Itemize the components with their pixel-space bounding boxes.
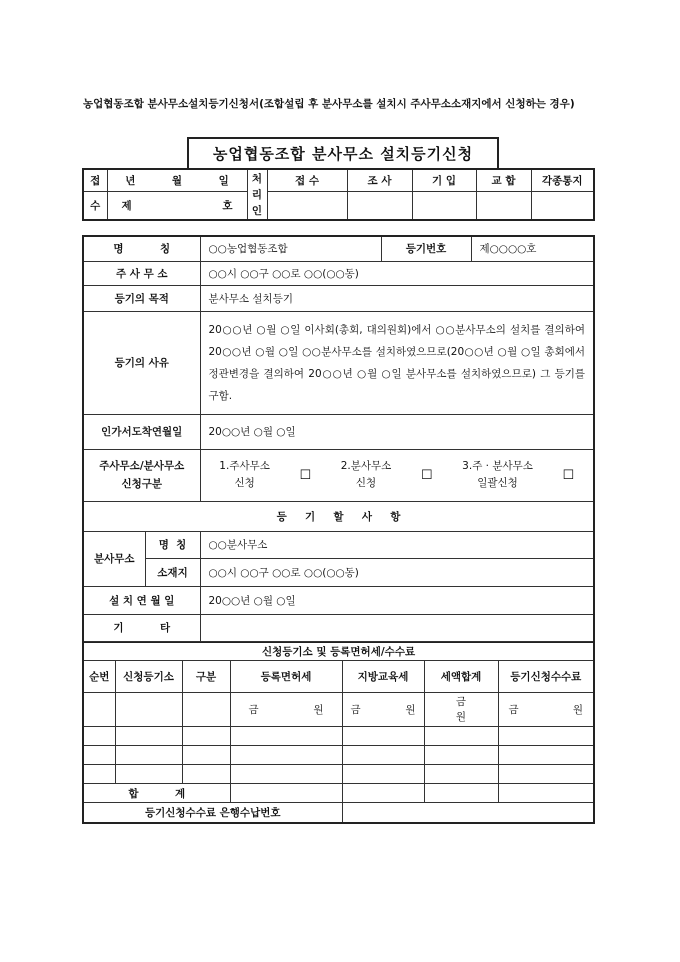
regno-label: 등기번호 [381, 236, 471, 261]
cell[interactable] [342, 746, 424, 765]
purpose-label: 등기의 목적 [83, 285, 200, 311]
checkbox-branch-office[interactable]: ☐ [420, 467, 433, 483]
total-fee[interactable] [498, 784, 594, 803]
receipt-table [82, 168, 595, 221]
option-label: 2.분사무소 [340, 460, 392, 472]
won-suffix: 원 [572, 704, 584, 716]
office-cell[interactable] [115, 693, 182, 727]
cell[interactable] [342, 727, 424, 746]
branch-label: 분사무소 [83, 531, 145, 586]
receipt-label-bottom: 수 [83, 191, 107, 220]
header-note: 농업협동조합 분사무소설치등기신청서(조합설립 후 분사무소를 설치시 주사무소소재지에서 신청하는 경우) [83, 98, 575, 110]
total-label: 합 계 [83, 784, 230, 803]
table-row [83, 727, 594, 746]
cell[interactable] [230, 765, 342, 784]
won-prefix: 금 [455, 695, 467, 708]
receive-cell[interactable] [267, 191, 347, 220]
header-seq: 순번 [83, 661, 115, 693]
fee-title: 신청등기소 및 등록면허세/수수료 [83, 642, 594, 661]
col-check: 교 합 [476, 169, 531, 191]
won-suffix: 원 [455, 710, 467, 723]
main-form-table [82, 235, 595, 643]
bank-label: 등기신청수수료 은행수납번호 [83, 803, 342, 823]
cell[interactable] [230, 727, 342, 746]
cell[interactable] [182, 746, 230, 765]
branch-location-label: 소재지 [145, 558, 200, 586]
bank-number-value[interactable] [342, 803, 594, 823]
branch-name-label: 명 칭 [145, 531, 200, 558]
office-value[interactable]: ○○시 ○○구 ○○로 ○○(○○동) [200, 261, 594, 285]
cell[interactable] [424, 765, 498, 784]
cell[interactable] [83, 765, 115, 784]
cell[interactable] [498, 765, 594, 784]
won-prefix: 금 [508, 704, 519, 716]
col-entry: 기 입 [412, 169, 476, 191]
type-options [200, 449, 594, 501]
name-label: 명 칭 [83, 236, 200, 261]
type-label-line2: 신청구분 [121, 478, 163, 490]
cell[interactable] [83, 727, 115, 746]
option-branch-office [341, 458, 392, 492]
option-label: 1.주사무소 [219, 460, 270, 472]
header-fee: 등기신청수수료 [498, 661, 594, 693]
type-cell[interactable] [182, 693, 230, 727]
type-label [83, 449, 200, 501]
section-label: 등 기 할 사 항 [83, 501, 594, 531]
education-tax-cell[interactable] [342, 693, 424, 727]
type-label-line1: 주사무소/분사무소 [99, 460, 185, 472]
receipt-number [107, 191, 247, 220]
won-suffix: 원 [313, 704, 324, 716]
receipt-date: 년 월 일 [107, 169, 247, 191]
cell[interactable] [342, 765, 424, 784]
notice-cell[interactable] [531, 191, 594, 220]
tax-total-cell[interactable] [424, 693, 498, 727]
won-suffix: 원 [405, 704, 416, 716]
check-cell[interactable] [476, 191, 531, 220]
header-type: 구분 [182, 661, 230, 693]
regno-value[interactable]: 제○○○○호 [471, 236, 594, 261]
install-label: 설 치 연 월 일 [83, 586, 200, 614]
purpose-value[interactable]: 분사무소 설치등기 [200, 285, 594, 311]
name-value[interactable]: ○○농업협동조합 [200, 236, 381, 261]
number-suffix: 호 [222, 199, 233, 212]
option-label: 신청 [355, 477, 377, 489]
cell[interactable] [230, 746, 342, 765]
number-prefix: 제 [121, 199, 132, 212]
cell[interactable] [115, 727, 182, 746]
cell[interactable] [83, 746, 115, 765]
cell[interactable] [424, 727, 498, 746]
option-both [462, 458, 533, 492]
won-prefix: 금 [350, 704, 361, 716]
header-tax-total: 세액합계 [424, 661, 498, 693]
col-notice: 각종통지 [531, 169, 594, 191]
cell[interactable] [424, 746, 498, 765]
branch-name-value[interactable]: ○○분사무소 [200, 531, 594, 558]
etc-label: 기 타 [83, 614, 200, 642]
total-license-tax[interactable] [230, 784, 342, 803]
install-value[interactable]: 20○○년 ○월 ○일 [200, 586, 594, 614]
checkbox-main-office[interactable]: ☐ [299, 467, 312, 483]
col-receive: 접 수 [267, 169, 347, 191]
fee-table [82, 641, 595, 824]
won-prefix: 금 [248, 704, 259, 716]
fee-cell[interactable] [498, 693, 594, 727]
checkbox-both[interactable]: ☐ [562, 467, 575, 483]
option-label: 신청 [234, 477, 255, 489]
review-cell[interactable] [347, 191, 412, 220]
processor-label: 처 리 인 [247, 169, 267, 220]
cell[interactable] [182, 727, 230, 746]
license-tax-cell[interactable] [230, 693, 342, 727]
cell[interactable] [498, 746, 594, 765]
permit-value[interactable]: 20○○년 ○월 ○일 [200, 414, 594, 449]
header-license-tax: 등록면허세 [230, 661, 342, 693]
cell[interactable] [115, 765, 182, 784]
reason-value[interactable]: 20○○년 ○월 ○일 이사회(총회, 대의원회)에서 ○○분사무소의 설치를 결의하여 20○○년 ○월 ○일 ○○분사무소를 설치하였으므로(20○○년 ○월 ○일 총회에서 정관변경을 결의하여 20○○년 ○월 ○일 분사무소를 설치하였으므로) 그 등기를 구함. [200, 311, 594, 414]
header-education-tax: 지방교육세 [342, 661, 424, 693]
total-education-tax[interactable] [342, 784, 424, 803]
total-tax[interactable] [424, 784, 498, 803]
col-review: 조 사 [347, 169, 412, 191]
header-office: 신청등기소 [115, 661, 182, 693]
permit-label: 인가서도착연월일 [83, 414, 200, 449]
table-row [83, 765, 594, 784]
option-label: 일괄신청 [477, 477, 518, 489]
cell[interactable] [115, 746, 182, 765]
cell[interactable] [182, 765, 230, 784]
receipt-label-top: 접 [83, 169, 107, 191]
office-label: 주 사 무 소 [83, 261, 200, 285]
page-title: 농업협동조합 분사무소 설치등기신청 [187, 137, 499, 169]
seq-cell[interactable] [83, 693, 115, 727]
branch-location-value[interactable]: ○○시 ○○구 ○○로 ○○(○○동) [200, 558, 594, 586]
reason-label: 등기의 사유 [83, 311, 200, 414]
etc-value[interactable] [200, 614, 594, 642]
option-main-office [219, 458, 270, 492]
entry-cell[interactable] [412, 191, 476, 220]
option-label: 3.주 · 분사무소 [462, 460, 533, 472]
cell[interactable] [498, 727, 594, 746]
table-row [83, 746, 594, 765]
